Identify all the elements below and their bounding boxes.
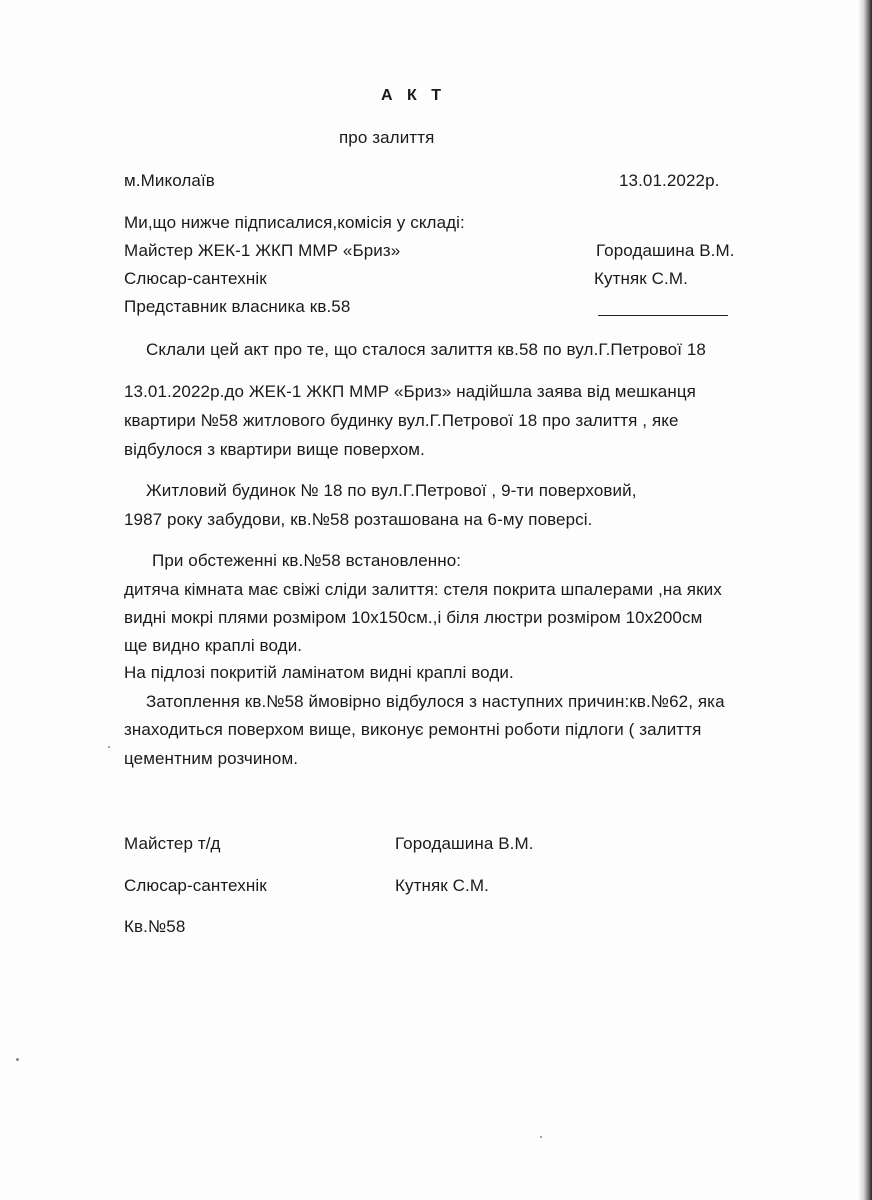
commission-member-role: Слюсар-сантехнік — [124, 269, 267, 288]
body-paragraph: дитяча кімната має свіжі сліди залиття: стеля покрита шпалерами ,на яких — [124, 580, 722, 599]
scan-edge-shadow — [858, 0, 872, 1200]
body-paragraph: відбулося з квартири вище поверхом. — [124, 440, 425, 459]
body-paragraph: Житловий будинок № 18 по вул.Г.Петрової , 9-ти поверховий, — [146, 481, 637, 500]
scan-speck — [16, 1058, 19, 1061]
scan-speck — [108, 746, 110, 748]
body-paragraph: квартири №58 житлового будинку вул.Г.Петрової 18 про залиття , яке — [124, 411, 679, 430]
signature-blank-line — [598, 315, 728, 316]
signature-role: Слюсар-сантехнік — [124, 876, 267, 895]
date: 13.01.2022р. — [619, 171, 720, 190]
body-paragraph: цементним розчином. — [124, 749, 299, 768]
signature-role: Майстер т/д — [124, 834, 221, 853]
body-paragraph: 1987 року забудови, кв.№58 розташована на 6-му поверсі. — [124, 510, 593, 529]
body-paragraph: Затоплення кв.№58 ймовірно відбулося з наступних причин:кв.№62, яка — [146, 692, 725, 711]
commission-member-role: Майстер ЖЕК-1 ЖКП ММР «Бриз» — [124, 241, 401, 260]
body-paragraph: На підлозі покритій ламінатом видні краплі води. — [124, 663, 514, 682]
document-title: А К Т — [381, 87, 446, 104]
document-subtitle: про залиття — [339, 128, 435, 147]
signature-role: Кв.№58 — [124, 917, 186, 936]
body-paragraph: Склали цей акт про те, що сталося залиття кв.58 по вул.Г.Петрової 18 — [146, 340, 706, 359]
signature-name: Городашина В.М. — [395, 834, 534, 853]
body-paragraph: ще видно краплі води. — [124, 636, 303, 655]
body-paragraph: видні мокрі плями розміром 10х150см.,і біля люстри розміром 10х200см — [124, 608, 703, 627]
commission-member-role: Представник власника кв.58 — [124, 297, 351, 316]
scan-speck — [540, 1136, 542, 1138]
commission-member-name: Кутняк С.М. — [594, 269, 688, 288]
commission-member-name: Городашина В.М. — [596, 241, 735, 260]
body-paragraph: 13.01.2022р.до ЖЕК-1 ЖКП ММР «Бриз» надійшла заява від мешканця — [124, 382, 696, 401]
body-paragraph: знаходиться поверхом вище, виконує ремонтні роботи підлоги ( залиття — [124, 720, 702, 739]
commission-intro: Ми,що нижче підписалися,комісія у складі: — [124, 213, 465, 232]
signature-name: Кутняк С.М. — [395, 876, 489, 895]
place: м.Миколаїв — [124, 171, 215, 190]
body-paragraph: При обстеженні кв.№58 встановленно: — [152, 551, 462, 570]
